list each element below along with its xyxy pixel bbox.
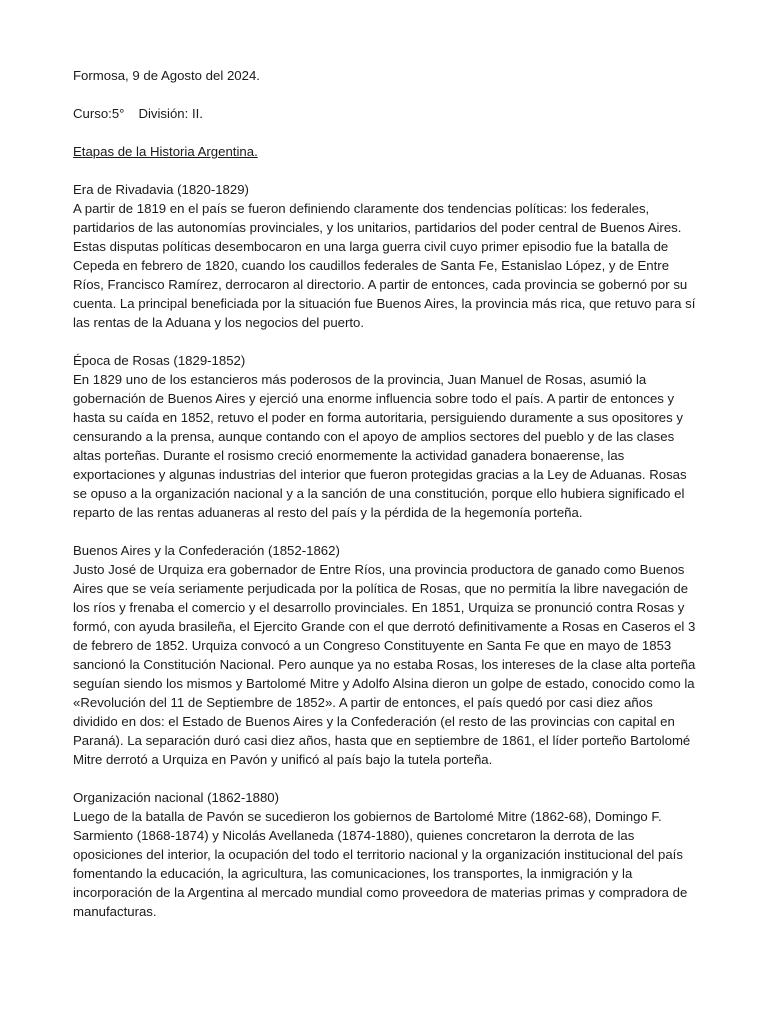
section-body: Justo José de Urquiza era gobernador de Entre Ríos, una provincia productora de ganado como Buenos Aires que se veía seriamente perjudicada por la política de Rosas, que no permitía la libre navegación de los ríos y frenaba el comercio y el desarrollo provinciales. En 1851, Urquiza se pronunció contra Rosas y formó, con ayuda brasileña, el Ejercito Grande con el que derrotó definitivamente a Rosas en Caseros el 3 de febrero de 1852. Urquiza convocó a un Congreso Constituyente en Santa Fe que en mayo de 1853 sancionó la Constitución Nacional. Pero aunque ya no estaba Rosas, los intereses de la clase alta porteña seguían siendo los mismos y Bartolomé Mitre y Adolfo Alsina dieron un golpe de estado, conocido como la «Revolución del 11 de Septiembre de 1852». A partir de entonces, el país quedó por casi diez años dividido en dos: el Estado de Buenos Aires y la Confederación (el resto de las provincias con capital en Paraná). La separación duró casi diez años, hasta que en septiembre de 1861, el líder porteño Bartolomé Mitre derrotó a Urquiza en Pavón y unificó al país bajo la tutela porteña. bbox=[73, 562, 696, 767]
date-line: Formosa, 9 de Agosto del 2024. bbox=[73, 68, 260, 83]
course-label: Curso:5° bbox=[73, 106, 125, 121]
section-body: A partir de 1819 en el país se fueron definiendo claramente dos tendencias políticas: los federales, partidarios de las autonomías provinciales, y los unitarios, partidarios del poder central de Buenos Aires. Estas disputas políticas desembocaron en una larga guerra civil cuyo primer episodio fue la batalla de Cepeda en febrero de 1820, cuando los caudillos federales de Santa Fe, Estanislao López, y de Entre Ríos, Francisco Ramírez, derrocaron al directorio. A partir de entonces, cada provincia se gobernó por su cuenta. La principal beneficiada por la situación fue Buenos Aires, la provincia más rica, que retuvo para sí las rentas de la Aduana y los negocios del puerto. bbox=[73, 201, 696, 330]
course-line bbox=[73, 104, 701, 123]
section-heading: Época de Rosas (1829-1852) bbox=[73, 353, 246, 368]
section-body: Luego de la batalla de Pavón se sucedieron los gobiernos de Bartolomé Mitre (1862-68), Domingo F. Sarmiento (1868-1874) y Nicolás Avellaneda (1874-1880), quienes concretaron la derrota de las oposiciones del interior, la ocupación del todo el territorio nacional y la organización institucional del país fomentando la educación, la agricultura, las comunicaciones, los transportes, la inmigración y la incorporación de la Argentina al mercado mundial como proveedora de materias primas y compradora de manufacturas. bbox=[73, 809, 688, 919]
section-confederacion bbox=[73, 541, 701, 769]
division-label: División: II. bbox=[138, 106, 203, 121]
section-organizacion bbox=[73, 788, 701, 921]
section-heading: Organización nacional (1862-1880) bbox=[73, 790, 280, 805]
section-rivadavia bbox=[73, 180, 701, 332]
section-heading: Buenos Aires y la Confederación (1852-1862) bbox=[73, 543, 340, 558]
section-body: En 1829 uno de los estancieros más poderosos de la provincia, Juan Manuel de Rosas, asumió la gobernación de Buenos Aires y ejerció una enorme influencia sobre todo el país. A partir de entonces y hasta su caída en 1852, retuvo el poder en forma autoritaria, persiguiendo duramente a sus opositores y censurando a la prensa, aunque contando con el apoyo de amplios sectores del pueblo y de las clases altas porteñas. Durante el rosismo creció enormemente la actividad ganadera bonaerense, las exportaciones y algunas industrias del interior que fueron protegidas gracias a la Ley de Aduanas. Rosas se opuso a la organización nacional y a la sanción de una constitución, porque ello hubiera significado el reparto de las rentas aduaneras al resto del país y la pérdida de la hegemonía porteña. bbox=[73, 372, 687, 520]
document-title: Etapas de la Historia Argentina. bbox=[73, 144, 258, 159]
section-rosas bbox=[73, 351, 701, 522]
spacer bbox=[73, 161, 701, 180]
document-page bbox=[73, 66, 701, 921]
section-heading: Era de Rivadavia (1820-1829) bbox=[73, 182, 249, 197]
spacer bbox=[73, 123, 701, 142]
spacer bbox=[73, 85, 701, 104]
